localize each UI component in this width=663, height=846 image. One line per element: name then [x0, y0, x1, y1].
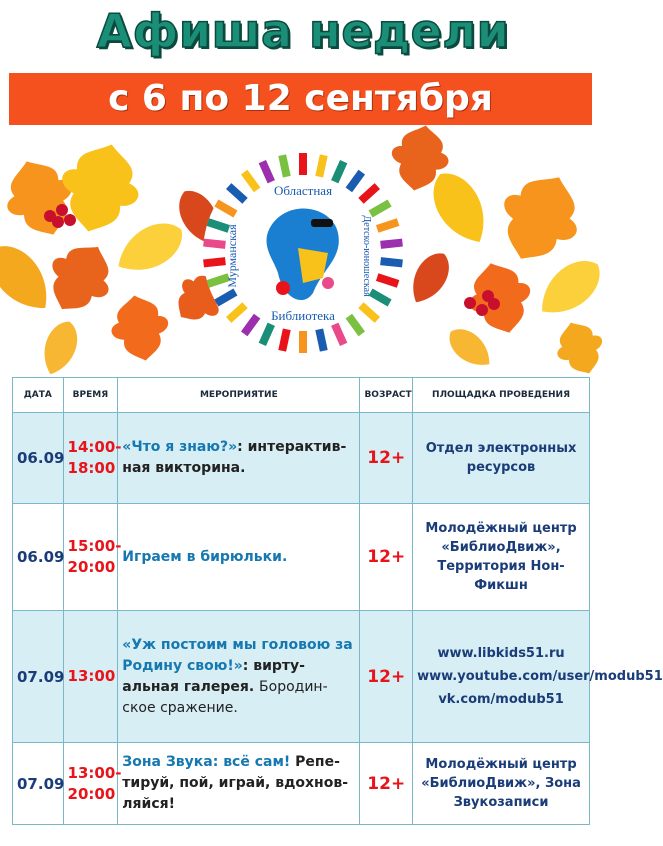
place-link-vk[interactable]: vk.com/modub51 [438, 692, 564, 707]
header-place: ПЛОЩАДКА ПРОВЕДЕНИЯ [413, 378, 590, 413]
event-time: 14:00-18:00 [63, 413, 118, 504]
event-date: 06.09 [13, 504, 64, 611]
events-table [12, 377, 663, 825]
date-range-banner: с 6 по 12 сентября [9, 73, 592, 125]
header-date: ДАТА [13, 378, 64, 413]
event-time: 15:00-20:00 [63, 504, 118, 611]
place-link-site[interactable]: www.libkids51.ru [437, 646, 565, 661]
table-row [13, 413, 590, 504]
autumn-decoration [0, 128, 606, 378]
event-age: 12+ [360, 413, 413, 504]
event-title: «Уж постоим мы головою за Родину свою!» [122, 636, 353, 674]
header-time: ВРЕМЯ [63, 378, 118, 413]
event-place [413, 611, 663, 743]
table-row [13, 743, 590, 825]
event-date: 07.09 [13, 611, 64, 743]
logo-right-text: Детско-юношеская [361, 215, 372, 297]
event-age: 12+ [360, 743, 413, 825]
leaves-left [0, 134, 236, 379]
event-place: Отдел электронных ресурсов [413, 413, 590, 504]
event-detail: : вирту-альная галерея. [122, 657, 305, 695]
event-title: «Что я знаю?» [122, 439, 238, 455]
event-description [118, 743, 360, 825]
event-date: 06.09 [13, 413, 64, 504]
event-time: 13:00-20:00 [63, 743, 118, 825]
event-date: 07.09 [13, 743, 64, 825]
event-title: Играем в бирюльки. [122, 548, 288, 565]
poster-title: Афиша недели [96, 4, 510, 58]
event-place: Молодёжный центр «БиблиоДвиж», Территория Нон-Фикшн [413, 504, 590, 611]
place-link-youtube[interactable]: www.youtube.com/user/modub51 [417, 669, 663, 684]
logo-bottom-text: Библиотека [271, 308, 335, 323]
event-detail: Репе-тируй, пой, играй, вдохнов-ляйся! [122, 754, 349, 812]
event-place: Молодёжный центр «БиблиоДвиж», Зона Звукозаписи [413, 743, 590, 825]
event-age: 12+ [360, 611, 413, 743]
leaves-right [386, 121, 611, 382]
table-row [13, 611, 590, 743]
event-age: 12+ [360, 504, 413, 611]
logo-top-text: Областная [273, 183, 333, 198]
event-extra: Бородин-ское сражение. [122, 678, 328, 716]
event-description [118, 413, 360, 504]
event-title: Зона Звука: всё сам! [122, 754, 291, 770]
event-time: 13:00 [63, 611, 118, 743]
table-row [13, 504, 590, 611]
event-description [118, 611, 360, 743]
event-description [118, 504, 360, 611]
event-detail: : интерактив-ная викторина. [122, 439, 347, 476]
table-header-row [13, 378, 590, 413]
header-event: МЕРОПРИЯТИЕ [118, 378, 360, 413]
logo-left-text: Мурманская [225, 224, 239, 288]
header-age: ВОЗРАСТ [360, 378, 413, 413]
